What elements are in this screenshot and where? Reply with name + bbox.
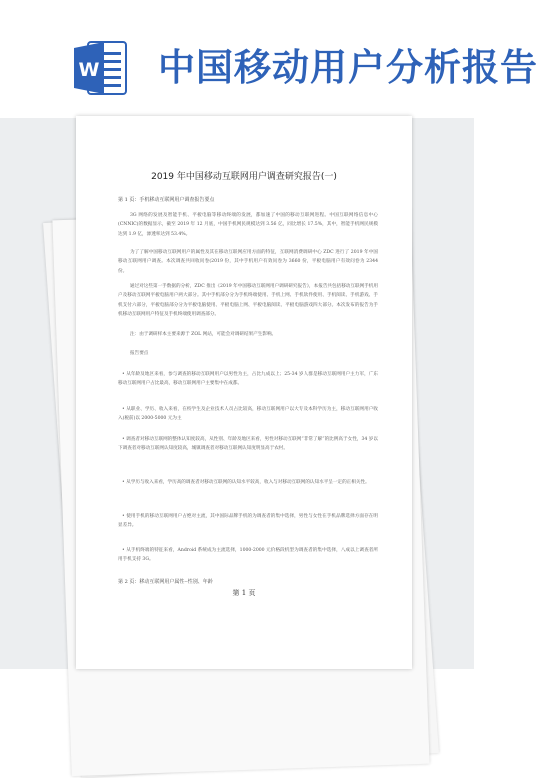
page-number: 第 1 页 — [232, 589, 256, 597]
svg-text:W: W — [78, 59, 100, 81]
document-title: 2019 年中国移动互联网用户调查研究报告(一) — [151, 172, 337, 182]
document-page — [76, 116, 412, 669]
key-point: • 从年龄及地区来看，参与调查的移动互联网用户以男性为主，占比九成以上；25-34 岁人群是移动互联网用户主力军，广东移动互联网用户占比最高，移动互联网用户主要集中在成都。 — [118, 372, 378, 387]
points-heading: 报告要点 — [130, 351, 149, 356]
key-point: • 调查者对移动互联网的整体认知度较高，从性别、年龄及地区来看，男性对移动互联网“非常了解”的比例高于女性，34 岁以下调查者对移动互联网认知度较高，城镇调查者对移动互联网认知度明显高于农村。 — [118, 437, 378, 452]
banner-title: 中国移动用户分析报告 — [158, 46, 538, 89]
note: 注：由于调研样本主要来源于 ZOL 网站，可能会对调研结果产生影响。 — [130, 332, 277, 337]
paragraph: 3G 网络的发展及智能手机、平板电脑等移动终端的发展，都加速了中国的移动互联网进程。中国互联网络信息中心(CNNIC)的数据显示，截至 2019 年 12 月底，中国手机网民规模达到 3.56 亿，同比增长 17.5%，其中，智能手机网民规模达到 1.9 亿，渗透率达到 53.4%。 — [118, 213, 378, 237]
paragraph: 为了了解中国移动互联网用户的属性及其在移动互联网应用方面的特征，互联网消费调研中心 ZDC 进行了 2019 年中国移动互联网用户调查。本次调查共回收问卷(2019 份，其中手机用户有效问卷为 3660 份，平板电脑用户有效问卷为 2344 份。 — [118, 250, 378, 274]
word-icon — [74, 40, 128, 96]
key-point: • 使用手机的移动互联网用户占绝对主流，其中国际品牌手机的为调查者的集中选择，男性与女性在手机品牌选择方面存在明显差异。 — [118, 514, 378, 529]
section-heading: 第 2 页：移动互联网用户属性--性别、年龄 — [118, 579, 213, 585]
banner — [0, 0, 538, 118]
section-heading: 第 1 页：手机移动互联网用户调查报告要点 — [118, 197, 215, 203]
key-point: • 从学历与收入来看，学历高的调查者对移动互联网的认知水平较高，收入与对移动互联网的认知水平呈一定的正相关性。 — [122, 480, 370, 485]
key-point: • 从手机终端的特征来看，Android 系统成为主流选择，1000-2000 元价格段机型为调查者的集中选择，八成以上调查者所用手机支持 3G。 — [118, 548, 378, 563]
key-point: • 从职业、学历、收入来看，在校学生及企业技术人员占比较高，移动互联网用户以大专及本科学历为主，移动互联网用户收入(税前)以 2000-5000 元为主 — [118, 407, 378, 422]
paragraph: 通过对这些第一手数据的分析，ZDC 推出《2019 年中国移动互联网用户调研研究报告》，本报告共包括移动互联网手机用户及移动互联网平板电脑用户两大部分。其中手机部分分为手机终端使用、手机上网、手机软件使用、手机阅读、手机游戏、手机支付六部分，平板电脑部分分为平板电脑使用、平板电脑上网、平板电脑阅读、平板电脑游戏四大部分。本次发布的报告为手机移动互联网用户特征及手机终端使用调查部分。 — [118, 284, 378, 318]
